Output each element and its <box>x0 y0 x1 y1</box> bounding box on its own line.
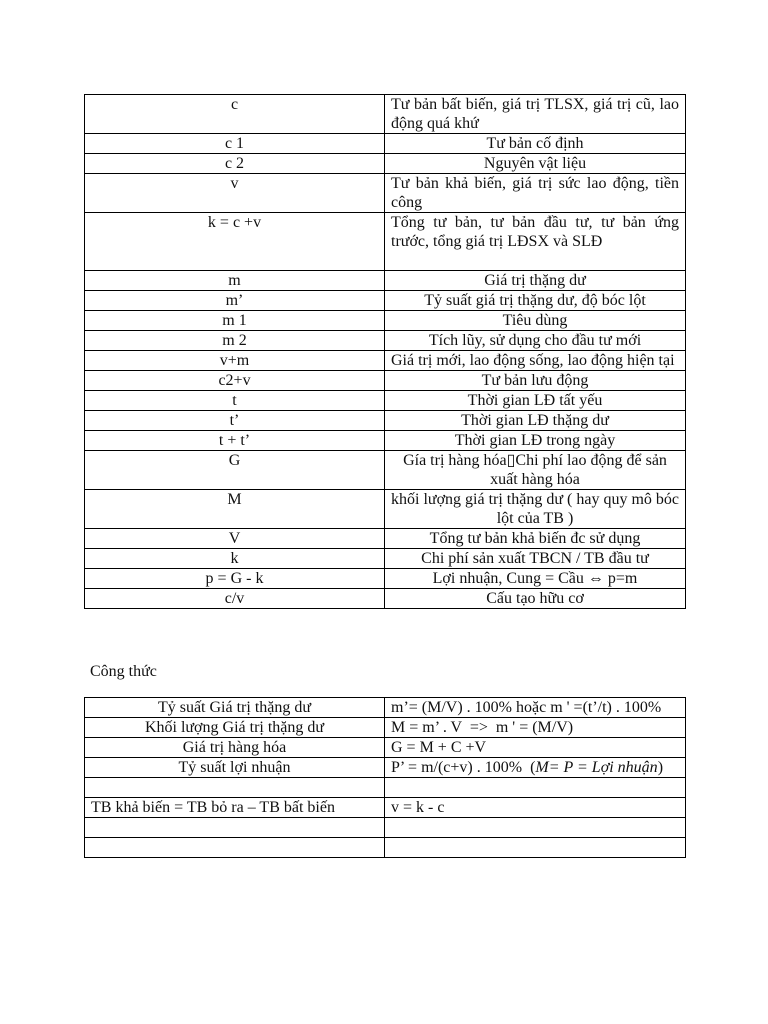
formula-expression: M = m’ . V => m ' = (M/V) <box>385 718 686 738</box>
term-meaning: Tỷ suất giá trị thặng dư, độ bóc lột <box>385 291 686 311</box>
term-meaning: Chi phí sản xuất TBCN / TB đầu tư <box>385 549 686 569</box>
term-symbol: m 1 <box>85 311 385 331</box>
term-row <box>85 589 686 609</box>
term-row <box>85 569 686 589</box>
formula-name <box>85 838 385 858</box>
term-symbol: c 1 <box>85 134 385 154</box>
term-symbol: c/v <box>85 589 385 609</box>
formula-row <box>85 818 686 838</box>
term-row <box>85 490 686 529</box>
formula-row <box>85 838 686 858</box>
term-meaning: Nguyên vật liệu <box>385 154 686 174</box>
formula-expression-close: ) <box>657 759 664 776</box>
formula-row <box>85 798 686 818</box>
term-symbol: V <box>85 529 385 549</box>
term-symbol: t’ <box>85 411 385 431</box>
term-meaning: Thời gian LĐ tất yếu <box>385 391 686 411</box>
formula-row <box>85 778 686 798</box>
term-symbol: m’ <box>85 291 385 311</box>
term-symbol: t <box>85 391 385 411</box>
formula-name: Tỷ suất lợi nhuận <box>85 758 385 778</box>
formula-row <box>85 758 686 778</box>
term-symbol: c <box>85 95 385 134</box>
term-row <box>85 549 686 569</box>
formula-name <box>85 818 385 838</box>
term-row <box>85 451 686 490</box>
formula-name: TB khả biến = TB bỏ ra – TB bất biến <box>85 798 385 818</box>
term-symbol: v <box>85 174 385 213</box>
formula-row <box>85 738 686 758</box>
term-row <box>85 311 686 331</box>
term-row <box>85 391 686 411</box>
term-meaning: Tư bản lưu động <box>385 371 686 391</box>
formula-row <box>85 718 686 738</box>
term-meaning: Gía trị hàng hóa▯Chi phí lao động để sản xuất hàng hóa <box>385 451 686 490</box>
term-meaning: Tổng tư bản, tư bản đầu tư, tư bản ứng trước, tổng giá trị LĐSX và SLĐ <box>385 213 686 271</box>
term-row <box>85 154 686 174</box>
term-meaning: Giá trị mới, lao động sống, lao động hiện tại <box>385 351 686 371</box>
term-meaning: Tổng tư bản khả biến đc sử dụng <box>385 529 686 549</box>
term-row <box>85 371 686 391</box>
term-meaning: Tư bản bất biến, giá trị TLSX, giá trị cũ, lao động quá khứ <box>385 95 686 134</box>
formula-expression-main: P’ = m/(c+v) . 100% ( <box>391 759 536 776</box>
term-row <box>85 134 686 154</box>
term-row <box>85 351 686 371</box>
term-row <box>85 431 686 451</box>
term-symbol: m <box>85 271 385 291</box>
formula-expression <box>385 818 686 838</box>
term-row <box>85 213 686 271</box>
formula-expression <box>385 778 686 798</box>
term-meaning: Tích lũy, sử dụng cho đầu tư mới <box>385 331 686 351</box>
term-meaning: Tiêu dùng <box>385 311 686 331</box>
term-symbol: c 2 <box>85 154 385 174</box>
term-symbol: M <box>85 490 385 529</box>
formula-name: Tỷ suất Giá trị thặng dư <box>85 698 385 718</box>
formula-expression: v = k - c <box>385 798 686 818</box>
section-heading: Công thức <box>90 663 157 680</box>
term-symbol: G <box>85 451 385 490</box>
term-symbol: c2+v <box>85 371 385 391</box>
formulas-table <box>84 697 686 858</box>
term-meaning: Cấu tạo hữu cơ <box>385 589 686 609</box>
formula-name: Khối lượng Giá trị thặng dư <box>85 718 385 738</box>
term-symbol: t + t’ <box>85 431 385 451</box>
term-symbol: m 2 <box>85 331 385 351</box>
formula-expression-note: M= P = Lợi nhuận <box>535 759 658 776</box>
formula-expression <box>385 838 686 858</box>
formula-expression <box>385 758 686 778</box>
term-row <box>85 95 686 134</box>
term-row <box>85 271 686 291</box>
term-meaning: Tư bản cố định <box>385 134 686 154</box>
term-meaning: Thời gian LĐ thặng dư <box>385 411 686 431</box>
formula-name: Giá trị hàng hóa <box>85 738 385 758</box>
formula-name <box>85 778 385 798</box>
term-meaning: Tư bản khả biến, giá trị sức lao động, tiền công <box>385 174 686 213</box>
formula-row <box>85 698 686 718</box>
term-symbol: p = G - k <box>85 569 385 589</box>
term-symbol: v+m <box>85 351 385 371</box>
term-row <box>85 529 686 549</box>
term-symbol: k = c +v <box>85 213 385 271</box>
term-meaning: Thời gian LĐ trong ngày <box>385 431 686 451</box>
term-row <box>85 411 686 431</box>
term-row <box>85 331 686 351</box>
term-meaning: Lợi nhuận, Cung = Cầu ⇔ p=m <box>385 569 686 589</box>
term-row <box>85 291 686 311</box>
formula-expression: G = M + C +V <box>385 738 686 758</box>
terms-table <box>84 94 686 609</box>
term-meaning: khối lượng giá trị thặng dư ( hay quy mô bóc lột của TB ) <box>385 490 686 529</box>
term-meaning: Giá trị thặng dư <box>385 271 686 291</box>
term-row <box>85 174 686 213</box>
formula-expression: m’= (M/V) . 100% hoặc m ' =(t’/t) . 100% <box>385 698 686 718</box>
term-symbol: k <box>85 549 385 569</box>
